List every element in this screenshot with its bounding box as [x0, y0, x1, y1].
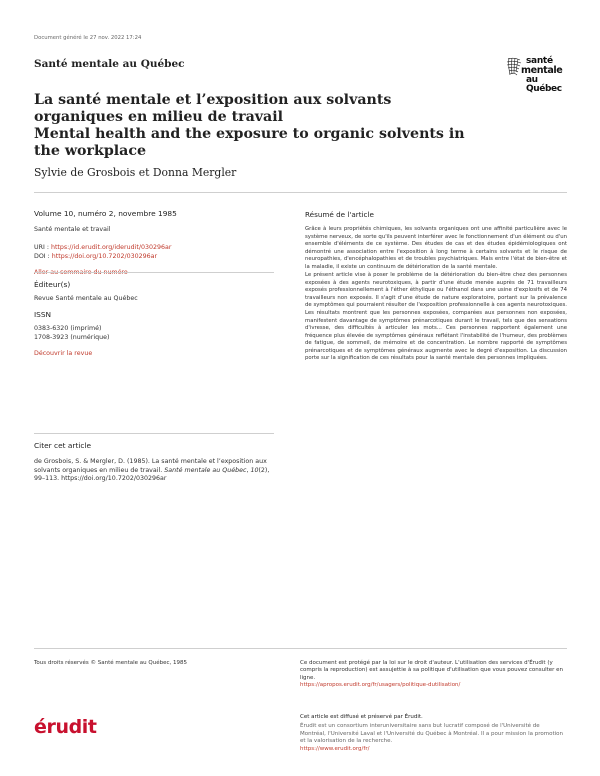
- journal-logo-line3: au Québec: [526, 75, 562, 94]
- cite-text: de Grosbois, S. & Mergler, D. (1985). La santé mentale et l’exposition aux solvants organiques en milieu de travail. Santé mentale au Québec, 10(2), 99–113. https://doi.org/10.7202/030296ar: [34, 458, 270, 483]
- abstract-paragraph-1: Grâce à leurs propriétés chimiques, les solvants organiques ont une affinité particulière avec le système nerveux, de sorte qu'ils peuvent interférer avec le fonctionnement d'un élément ou d'un ensemble d'éléments de ce système. Des études de cas et des études épidémiologiques ont démontré une association entre l'exposition à long terme à certains solvants et le risque de neuropathies, d'encéphalopathies et de troubles psychiatriques. Mais entre l'état de bien-être et la maladie, il existe un continuum de détérioration de la santé mentale.: [305, 226, 567, 270]
- journal-logo-line1: santé: [526, 56, 553, 66]
- cite-section: [34, 441, 270, 484]
- article-title: [34, 92, 474, 160]
- issn-digital: 1708-3923 (numérique): [34, 334, 110, 341]
- erudit-heading: Cet article est diffusé et préservé par Érudit.: [300, 714, 423, 720]
- issue-title: Santé mentale et travail: [34, 226, 111, 233]
- issn-heading: ISSN: [34, 310, 52, 319]
- left-divider-2: [34, 433, 274, 434]
- doi-label: DOI :: [34, 253, 52, 260]
- erudit-description: Érudit est un consortium interuniversitaire sans but lucratif composé de l'Université de Montréal, l'Université Laval et l'Université du Québec à Montréal. Il a pour mission la promotion et la valorisation de la recherche.: [300, 723, 563, 745]
- journal-logo-line2: mentale: [521, 65, 563, 76]
- journal-name: Santé mentale au Québec: [34, 58, 185, 70]
- issn-print: 0383-6320 (imprimé): [34, 325, 102, 332]
- rights-notice: Tous droits réservés © Santé mentale au Québec, 1985: [34, 660, 187, 666]
- copyright-notice: [300, 660, 567, 690]
- cite-journal: Santé mentale au Québec: [164, 466, 247, 474]
- article-metadata: [34, 209, 274, 277]
- policy-link[interactable]: https://apropos.erudit.org/fr/usagers/politique-dutilisation/: [300, 682, 461, 689]
- uri-label: URI :: [34, 244, 51, 251]
- publisher-section: [34, 280, 274, 358]
- footer-divider: [34, 648, 567, 649]
- article-title-fr: La santé mentale et l’exposition aux solvants organiques en milieu de travail: [34, 92, 392, 125]
- article-authors: Sylvie de Grosbois et Donna Mergler: [34, 166, 237, 179]
- doi-line: [34, 252, 274, 261]
- uri-link[interactable]: https://id.erudit.org/iderudit/030296ar: [50, 244, 172, 251]
- article-title-en: Mental health and the exposure to organic solvents in the workplace: [34, 126, 465, 159]
- journal-logo: [506, 55, 566, 94]
- abstract-heading: Résumé de l'article: [305, 210, 374, 219]
- doi-link[interactable]: https://doi.org/10.7202/030296ar: [51, 253, 158, 260]
- header-divider: [34, 192, 567, 193]
- abstract-paragraph-2: Le présent article vise à poser le problème de la détérioration du bien-être chez des personnes exposées à des agents neurotoxiques, à partir d'une étude menée auprès de 71 travailleurs exposés professionnellement à l'éther éthylique ou l'éthanol dans une usine d'explosifs et de 74 travailleurs non exposés. Il s'agit d'une étude de nature exploratoire, portant sur la prévalence de symptômes qui pourraient résulter de l'exposition professionnelle à ces agents neurotoxiques. Les résultats montrent que les personnes exposées, comparées aux personnes non exposées, manifestent davantage de symptômes prénarcotiques durant le travail, tels que des sensations d'ivresse, des difficultés à articuler les mots... Ces personnes rapportent également une fréquence plus élevée de symptômes généraux reflétant l'instabilité de l'humeur, des problèmes de fatigue, de sommeil, de mémoire et de concentration. Le nombre rapporté de symptômes prénarcotiques et de symptômes généraux augmente avec le degré d'exposition. La discussion porte sur la signification de ces résultats pour la santé mentale des personnes impliquées.: [305, 272, 567, 362]
- erudit-notice: [300, 714, 567, 753]
- generated-date: Document généré le 27 nov. 2022 17:24: [34, 35, 142, 41]
- copyright-text: Ce document est protégé par la loi sur le droit d'auteur. L'utilisation des services d'Érudit (y compris la reproduction) est assujettie à sa politique d'utilisation que vous pouvez consulter en ligne.: [300, 660, 564, 681]
- erudit-logo[interactable]: érudit: [34, 716, 97, 738]
- publisher-heading: Éditeur(s): [34, 280, 71, 289]
- left-divider-1: [34, 272, 274, 273]
- cite-heading: Citer cet article: [34, 441, 92, 450]
- cite-volume: 10: [250, 466, 259, 474]
- publisher-name: Revue Santé mentale au Québec: [34, 295, 138, 302]
- discover-journal-link[interactable]: Découvrir la revue: [34, 350, 93, 357]
- abstract-body: [305, 226, 567, 364]
- uri-line: [34, 243, 274, 252]
- volume-info: Volume 10, numéro 2, novembre 1985: [34, 209, 177, 218]
- erudit-link[interactable]: https://www.erudit.org/fr/: [300, 745, 370, 752]
